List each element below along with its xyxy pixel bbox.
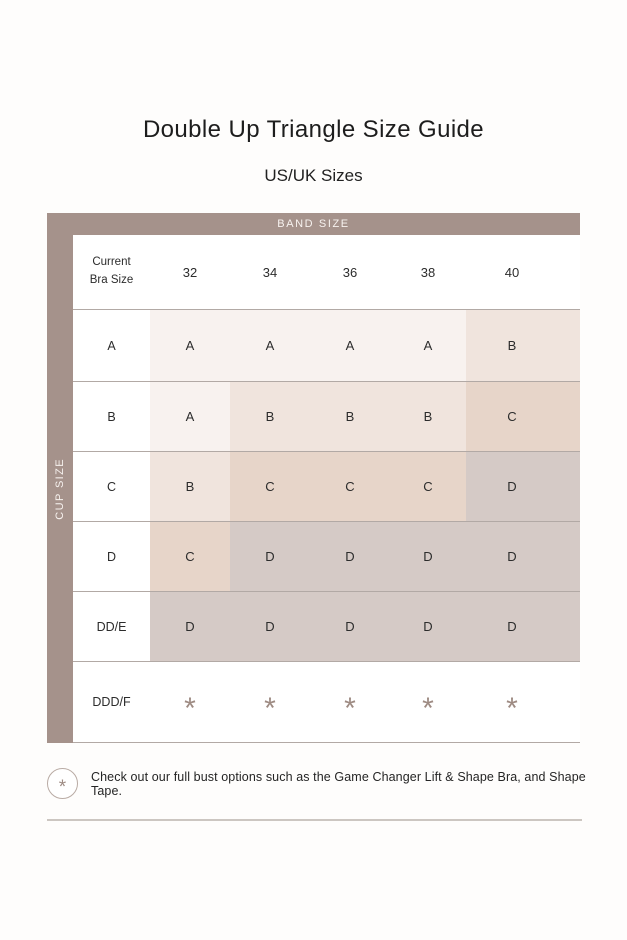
size-cell: A <box>310 310 390 381</box>
band-size-col-header: 32 <box>150 235 230 309</box>
cup-size-sidebar <box>47 235 73 743</box>
page-title: Double Up Triangle Size Guide <box>142 116 485 143</box>
cup-row-label: DD/E <box>73 592 150 661</box>
table-row <box>73 591 580 661</box>
size-cell: A <box>390 310 466 381</box>
size-cell: * <box>150 662 230 742</box>
band-size-col-header: 34 <box>230 235 310 309</box>
size-cell: A <box>150 382 230 451</box>
band-size-col-header: 38 <box>390 235 466 309</box>
size-cell: D <box>230 522 310 591</box>
size-cell: D <box>390 522 466 591</box>
size-cell: D <box>390 592 466 661</box>
size-cell: * <box>310 662 390 742</box>
table-row <box>73 661 580 743</box>
size-grid <box>73 235 580 743</box>
cup-row-label: A <box>73 310 150 381</box>
table-row <box>73 309 580 381</box>
table-row <box>73 381 580 451</box>
size-cell: D <box>230 592 310 661</box>
size-table <box>47 235 580 743</box>
band-size-header <box>47 213 580 235</box>
cup-row-label: B <box>73 382 150 451</box>
size-cell: C <box>390 452 466 521</box>
cup-row-label: D <box>73 522 150 591</box>
band-size-col-header: 40 <box>466 235 580 309</box>
size-cell: A <box>150 310 230 381</box>
size-cell: * <box>390 662 466 742</box>
table-row <box>73 521 580 591</box>
size-cell: D <box>466 522 580 591</box>
footnote <box>47 768 587 799</box>
size-cell: D <box>310 592 390 661</box>
size-cell: B <box>150 452 230 521</box>
table-header-row <box>73 235 580 309</box>
size-cell: C <box>310 452 390 521</box>
size-cell: C <box>230 452 310 521</box>
size-cell: D <box>310 522 390 591</box>
bottom-divider <box>47 819 582 821</box>
footnote-text: Check out our full bust options such as the Game Changer Lift & Shape Bra, and Shape Tape. <box>91 769 586 798</box>
page-subtitle: US/UK Sizes <box>264 166 363 185</box>
size-cell: * <box>230 662 310 742</box>
size-cell: D <box>466 592 580 661</box>
size-cell: A <box>230 310 310 381</box>
size-cell: B <box>390 382 466 451</box>
cup-row-label: C <box>73 452 150 521</box>
size-cell: B <box>466 310 580 381</box>
size-cell: C <box>466 382 580 451</box>
size-cell: D <box>150 592 230 661</box>
cup-size-sidebar-label: CUP SIZE <box>54 458 66 520</box>
size-cell: C <box>150 522 230 591</box>
asterisk-icon: * <box>47 768 78 799</box>
cup-row-label: DDD/F <box>73 662 150 742</box>
table-row <box>73 451 580 521</box>
size-cell: B <box>230 382 310 451</box>
corner-label: Current Bra Size <box>73 235 150 309</box>
size-cell: B <box>310 382 390 451</box>
size-cell: D <box>466 452 580 521</box>
band-size-header-label: BAND SIZE <box>277 218 350 230</box>
band-size-col-header: 36 <box>310 235 390 309</box>
size-cell: * <box>466 662 580 742</box>
